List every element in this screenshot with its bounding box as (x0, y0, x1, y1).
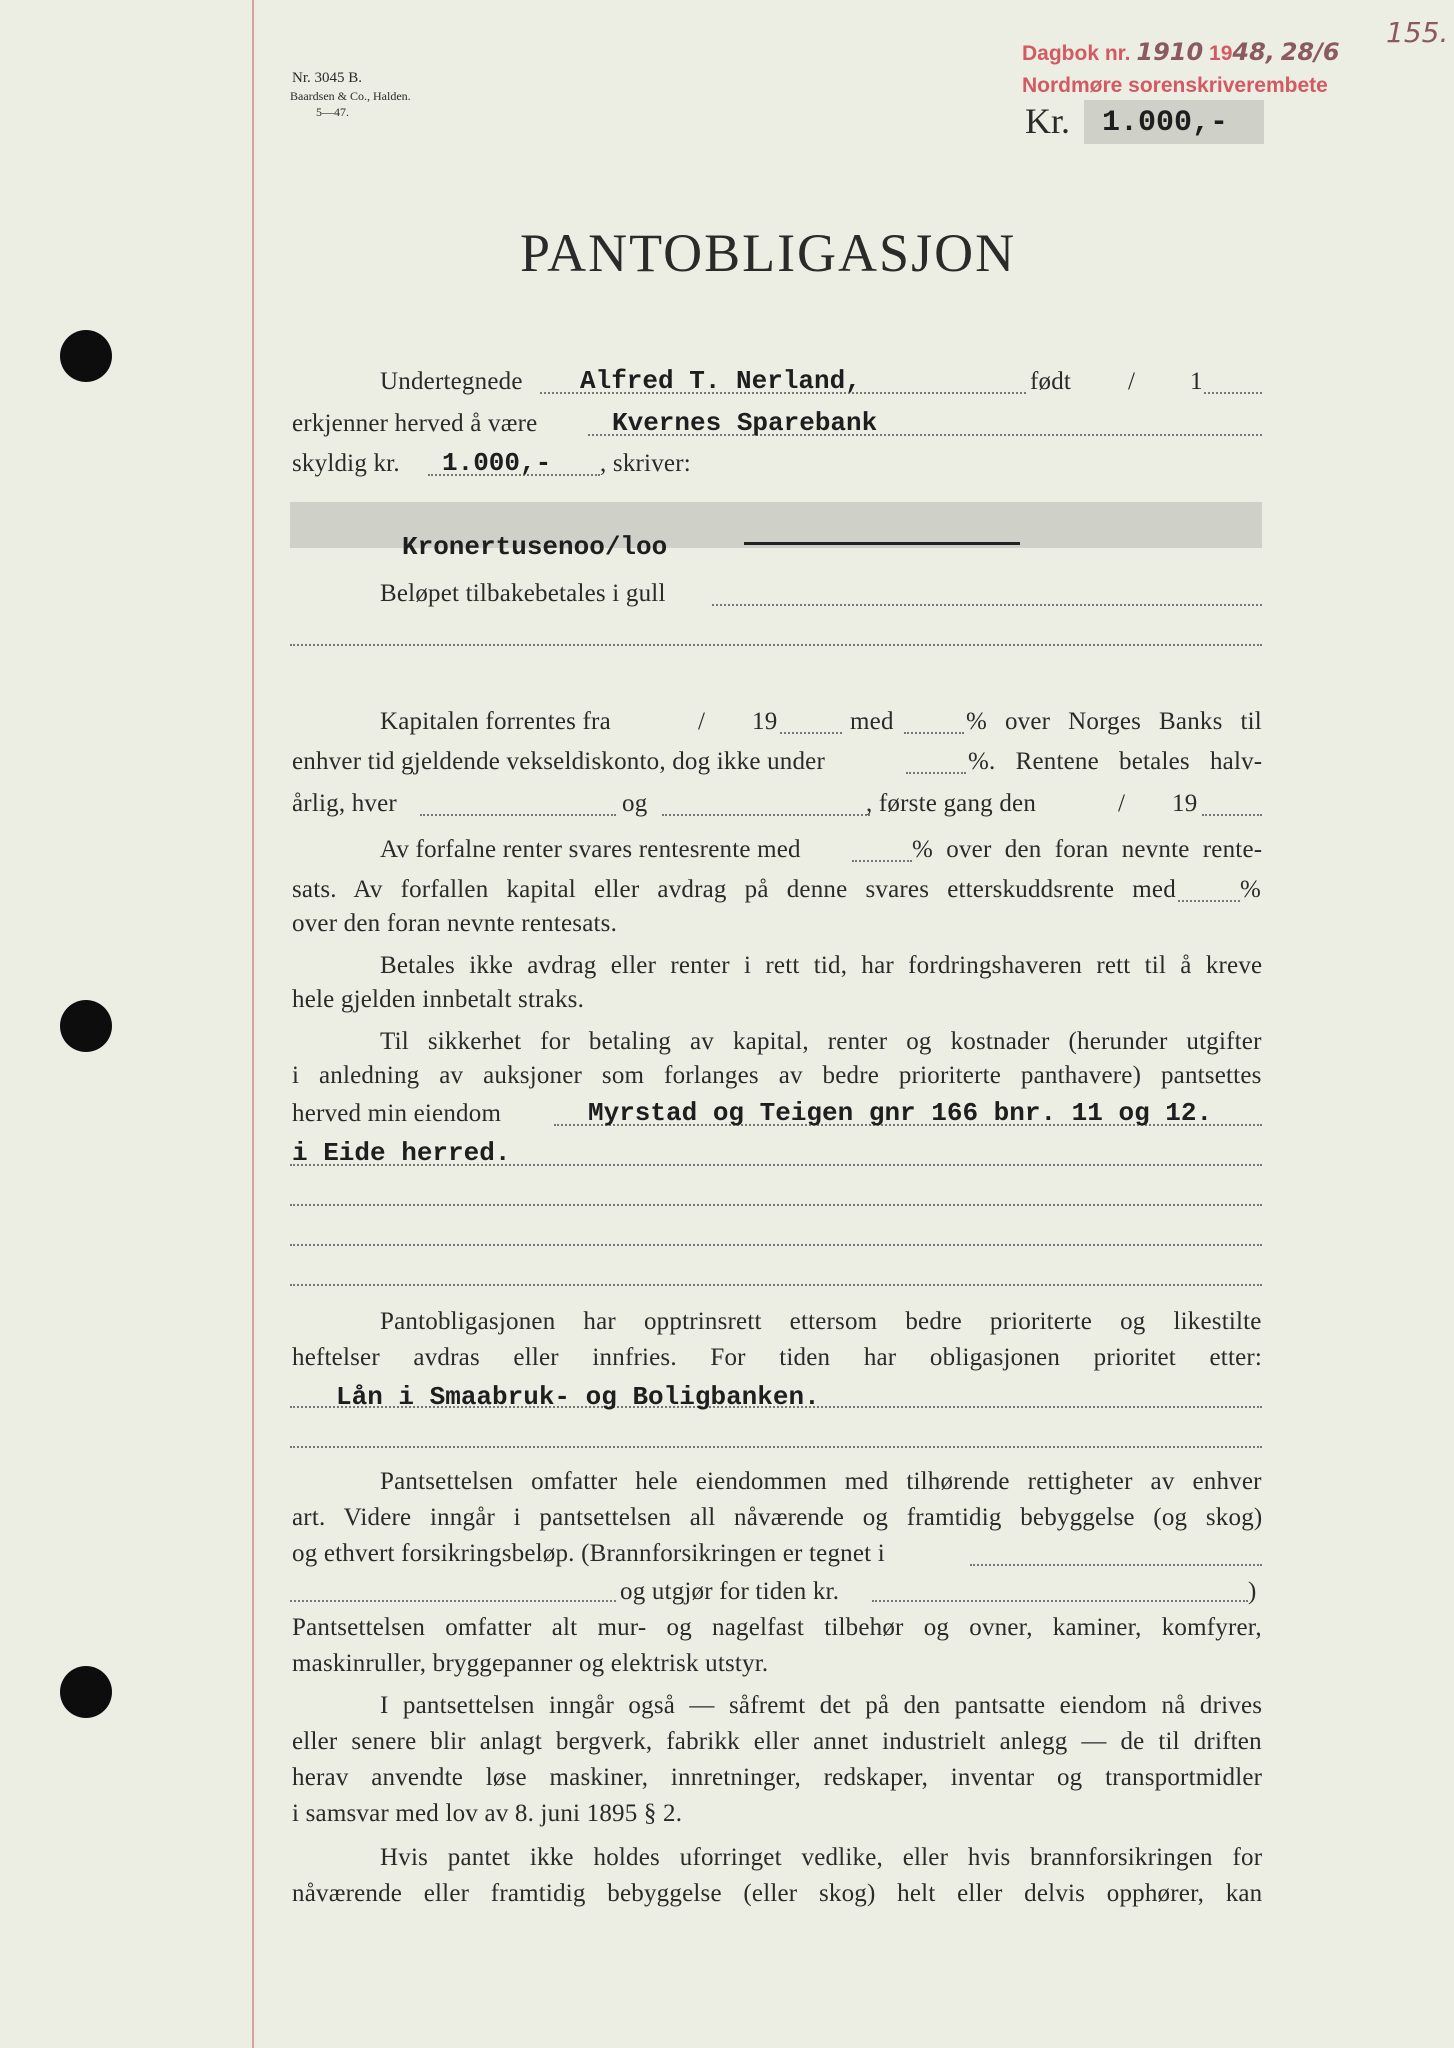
interest-first-slash: / (1118, 790, 1126, 817)
amount-value: 1.000,- (1102, 106, 1229, 140)
default-interest-line (1178, 900, 1240, 902)
owed-value: 1.000,- (442, 448, 552, 478)
security-2: i anledning av auksjoner som forlanges av bedre prioriterte panthavere) pantsettes (292, 1062, 1262, 1089)
interest-slash: / (698, 708, 706, 735)
compound-line (852, 860, 912, 862)
punch-hole (60, 1000, 112, 1052)
interest-first-year-line (1202, 814, 1262, 816)
owed-label: skyldig kr. (292, 450, 400, 477)
industrial-4: i samsvar med lov av 8. juni 1895 § 2. (292, 1800, 683, 1827)
born-label: født (1030, 368, 1072, 395)
insurance-amount-line (872, 1600, 1248, 1602)
interest-first-year: 19 (1172, 790, 1198, 817)
undersigned-label: Undertegnede (380, 368, 523, 395)
priority-2: heftelser avdras eller innfries. For tiden har obligasjonen prioritet etter: (292, 1344, 1263, 1371)
interest-over: % over Norges Banks til (966, 708, 1262, 735)
writes-label: , skriver: (600, 450, 691, 477)
default-interest-over: over den foran nevnte rentesats. (292, 910, 618, 937)
interest-and: og (622, 790, 648, 817)
punch-hole (60, 330, 112, 382)
insurance-line-2 (290, 1600, 616, 1602)
industrial-3: herav anvendte løse maskiner, innretninger, redskaper, inventar og transportmidler (292, 1764, 1263, 1791)
interest-with: med (850, 708, 894, 735)
scope-3: og ethvert forsikringsbeløp. (Brannforsikringen er tegnet i (292, 1540, 885, 1567)
scope-6: maskinruller, bryggepanner og elektrisk utstyr. (292, 1650, 769, 1677)
scope-4: og utgjør for tiden kr. (620, 1578, 840, 1605)
acknowledges-label: erkjenner herved å være (292, 410, 538, 437)
repaid-line-2 (290, 644, 1262, 646)
default-interest-pct: % (1240, 876, 1262, 903)
repaid-line (712, 604, 1262, 606)
form-number: Nr. 3045 B. (292, 70, 363, 86)
printer-name: Baardsen & Co., Halden. (290, 89, 411, 103)
maintenance-2: nåværende eller framtidig bebyggelse (eller skog) helt eller delvis opphører, kan (292, 1880, 1263, 1907)
default-interest: sats. Av forfallen kapital eller avdrag på denne svares etterskuddsrente med (292, 876, 1176, 903)
punch-hole (60, 1666, 112, 1718)
undersigned-value: Alfred T. Nerland, (580, 366, 861, 396)
journal-stamp-line2: Nordmøre sorenskriverembete (1022, 74, 1328, 97)
amount-words: Kronertusenoo/loo (402, 532, 668, 562)
amount-words-strike (744, 542, 1020, 545)
scope-2: art. Videre inngår i pantsettelsen all nåværende og framtidig bebyggelse (og skog) (292, 1504, 1263, 1531)
interest-and-line (662, 814, 870, 816)
property-value: Myrstad og Teigen gnr 166 bnr. 11 og 12. (588, 1098, 1213, 1128)
interest-paid: %. Rentene betales halv- (968, 748, 1263, 775)
print-date: 5—47. (316, 105, 349, 119)
interest-year-line (780, 732, 842, 734)
property-line-4 (290, 1244, 1262, 1246)
interest-rate-line (904, 732, 964, 734)
amount-label: Kr. (1025, 101, 1070, 141)
industrial-2: eller senere blir anlagt bergverk, fabrikk eller annet industrielt anlegg — de til driften (292, 1728, 1262, 1755)
priority-line-2 (290, 1446, 1262, 1448)
default-clause-1: Betales ikke avdrag eller renter i rett tid, har fordringshaveren rett til å kreve (380, 952, 1263, 979)
property-line-3 (290, 1204, 1262, 1206)
compound-over: % over den foran nevnte rente- (912, 836, 1263, 863)
interest-each-line (420, 814, 616, 816)
margin-line (252, 0, 254, 2048)
scope-1: Pantsettelsen omfatter hele eiendommen med tilhørende rettigheter av enhver (380, 1468, 1262, 1495)
born-slash: / (1128, 368, 1136, 395)
scope-5: Pantsettelsen omfatter alt mur- og nagelfast tilbehør og ovner, kaminer, komfyrer, (292, 1614, 1262, 1641)
journal-stamp-line1: Dagbok nr. 1910 1948, 28/6 (1022, 38, 1340, 66)
priority-value: Lån i Smaabruk- og Boligbanken. (336, 1382, 820, 1412)
born-line (1204, 392, 1262, 394)
interest-each: årlig, hver (292, 790, 397, 817)
born-year: 1 (1190, 368, 1203, 395)
interest-year: 19 (752, 708, 778, 735)
maintenance-1: Hvis pantet ikke holdes uforringet vedlike, eller hvis brannforsikringen for (380, 1844, 1263, 1871)
interest-min-line (906, 772, 966, 774)
interest-from: Kapitalen forrentes fra (380, 708, 611, 735)
creditor-value: Kvernes Sparebank (612, 408, 878, 438)
repaid-label: Beløpet tilbakebetales i gull (380, 580, 666, 607)
scope-4-close: ) (1248, 1578, 1257, 1605)
property-value-2: i Eide herred. (292, 1138, 511, 1168)
page-number: 155. (1386, 16, 1449, 49)
page-title: PANTOBLIGASJON (520, 223, 1017, 283)
default-clause-2: hele gjelden innbetalt straks. (292, 986, 585, 1013)
compound-interest: Av forfalne renter svares rentesrente med (380, 836, 801, 863)
priority-1: Pantobligasjonen har opptrinsrett ettersom bedre prioriterte og likestilte (380, 1308, 1262, 1335)
industrial-1: I pantsettelsen inngår også — såfremt det på den pantsatte eiendom nå drives (380, 1692, 1263, 1719)
property-line-5 (290, 1284, 1262, 1286)
interest-first: , første gang den (866, 790, 1037, 817)
interest-discount: enhver tid gjeldende vekseldiskonto, dog ikke under (292, 748, 825, 775)
insurance-line (970, 1564, 1262, 1566)
security-property-label: herved min eiendom (292, 1100, 502, 1127)
security-1: Til sikkerhet for betaling av kapital, renter og kostnader (herunder utgifter (380, 1028, 1262, 1055)
